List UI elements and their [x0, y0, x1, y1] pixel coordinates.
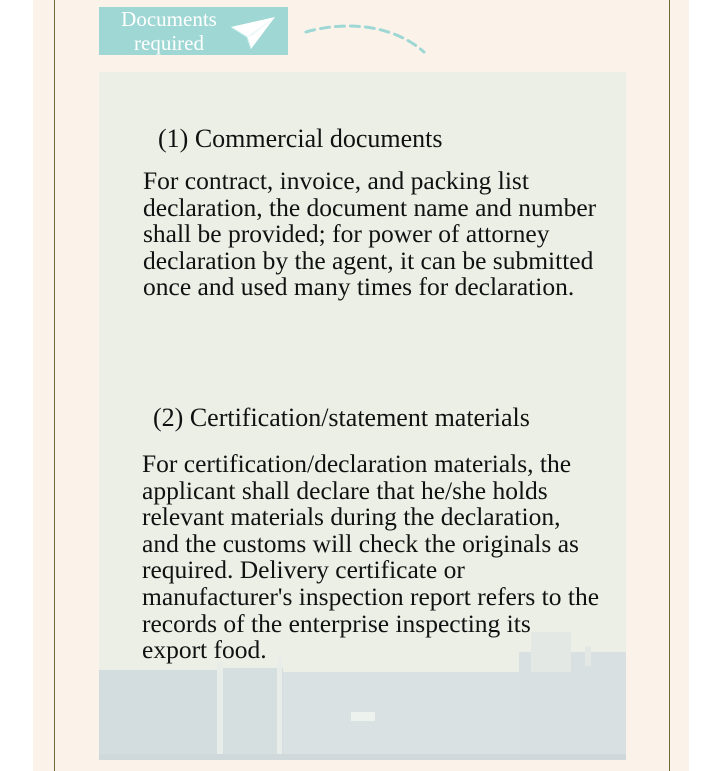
documents-required-tag — [99, 7, 288, 55]
section-1-heading: (1) Commercial documents — [158, 124, 443, 153]
tag-label — [105, 7, 233, 55]
tag-label-line2: required — [134, 31, 204, 55]
paper-plane-icon — [229, 13, 277, 51]
right-border-line — [669, 0, 670, 771]
left-border-line — [54, 0, 55, 771]
content-panel — [99, 72, 626, 760]
section-2-heading: (2) Certification/statement materials — [153, 403, 530, 432]
dashed-flight-path-icon — [300, 18, 430, 58]
section-1-body: For contract, invoice, and packing list declaration, the document name and number shall be provided; for power of attorney declaration by the agent, it can be submitted once and used many times for declaration. — [143, 166, 597, 302]
section-2-body: For certification/declaration materials, the applicant shall declare that he/she holds relevant materials during the declaration, and the customs will check the originals as required. Delivery certificate or manufacturer's inspection report refers to the records of the enterprise inspecting its export food. — [142, 449, 600, 665]
tag-label-line1: Documents — [121, 7, 217, 31]
